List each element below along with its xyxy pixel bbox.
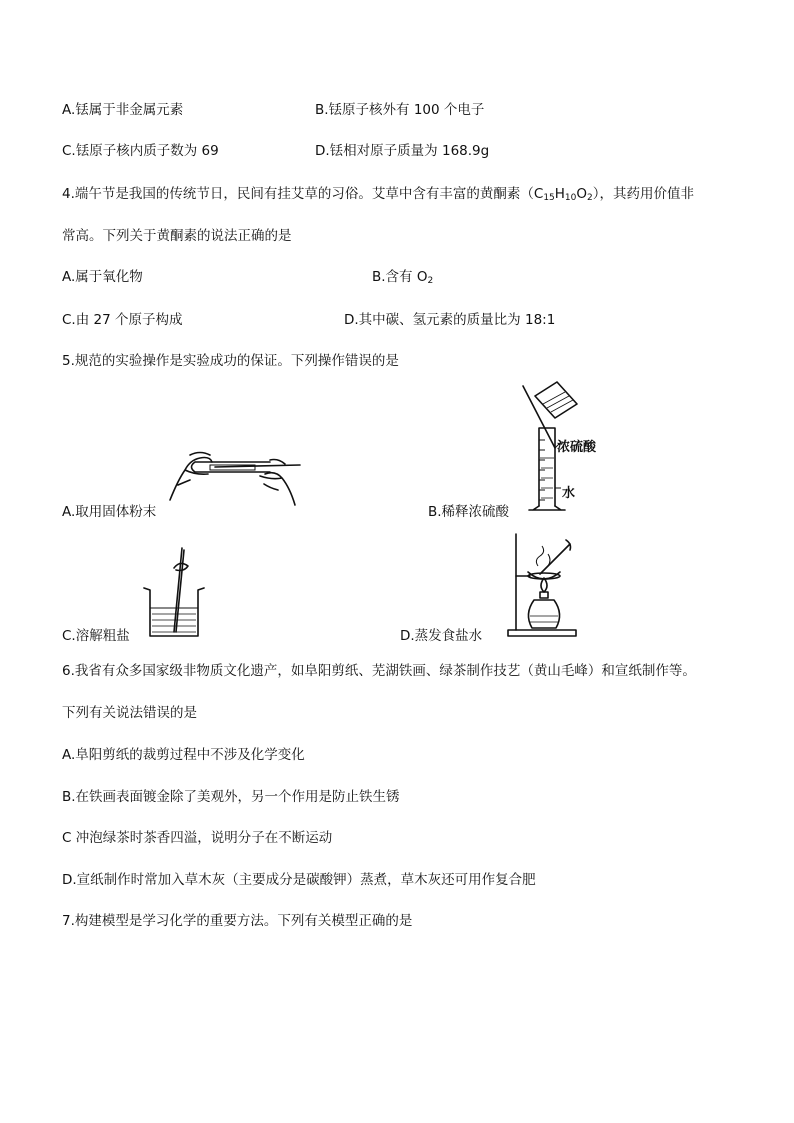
q5-option-a: A.取用固体粉末 [62, 504, 157, 520]
label-water: 水 [562, 486, 576, 501]
q4-stem-text-pre: 4.端午节是我国的传统节日，民间有挂艾草的习俗。艾草中含有丰富的黄酮素（C [62, 186, 544, 202]
q4-formula-sub-o: 2 [587, 193, 593, 203]
q5-stem: 5.规范的实验操作是实验成功的保证。下列操作错误的是 [62, 353, 399, 369]
q6-option-c: C 冲泡绿茶时茶香四溢，说明分子在不断运动 [62, 830, 333, 846]
q4-formula-o: O [576, 186, 588, 202]
q4-option-b-sub: 2 [427, 276, 434, 286]
q4-formula-h: H [554, 186, 565, 202]
figure-taking-powder [160, 440, 310, 510]
q6-option-d: D.宣纸制作时常加入草木灰（主要成分是碳酸钾）蒸煮，草木灰还可用作复合肥 [62, 872, 536, 888]
q6-stem-line-2: 下列有关说法错误的是 [62, 705, 197, 721]
q6-option-b: B.在铁画表面镀金除了美观外，另一个作用是防止铁生锈 [62, 789, 400, 805]
q4-option-b-text: B.含有 O [372, 269, 428, 285]
q4-option-c: C.由 27 个原子构成 [62, 312, 183, 328]
q4-stem-line-1 [62, 185, 694, 203]
q6-stem-line-1: 6.我省有众多国家级非物质文化遗产，如阜阳剪纸、芜湖铁画、绿茶制作技艺（黄山毛峰）和宣纸制作等。 [62, 663, 696, 679]
q6-option-a: A.阜阳剪纸的裁剪过程中不涉及化学变化 [62, 747, 305, 763]
q3-option-c: C.铥原子核内质子数为 69 [62, 143, 219, 159]
q4-formula-sub-c: 15 [543, 193, 555, 203]
figure-dissolving-salt [140, 540, 210, 640]
figure-evaporating-salt-water [500, 530, 585, 640]
q4-formula-sub-h: 10 [564, 193, 577, 203]
q4-stem-line-2: 常高。下列关于黄酮素的说法正确的是 [62, 228, 292, 244]
q3-option-d: D.铥相对原子质量为 168.9g [315, 143, 490, 159]
q4-option-a: A.属于氧化物 [62, 269, 143, 285]
q5-option-c: C.溶解粗盐 [62, 628, 130, 644]
q4-option-b [372, 268, 433, 286]
label-concentrated-sulfuric-acid: 浓硫酸 [557, 440, 597, 455]
q5-option-b: B.稀释浓硫酸 [428, 504, 510, 520]
q3-option-b: B.铥原子核外有 100 个电子 [315, 102, 485, 118]
q7-stem: 7.构建模型是学习化学的重要方法。下列有关模型正确的是 [62, 913, 413, 929]
q5-option-d: D.蒸发食盐水 [400, 628, 483, 644]
q4-option-d: D.其中碳、氢元素的质量比为 18:1 [344, 312, 556, 328]
q3-option-a: A.铥属于非金属元素 [62, 102, 184, 118]
q4-stem-text-post: ），其药用价值非 [592, 186, 694, 202]
